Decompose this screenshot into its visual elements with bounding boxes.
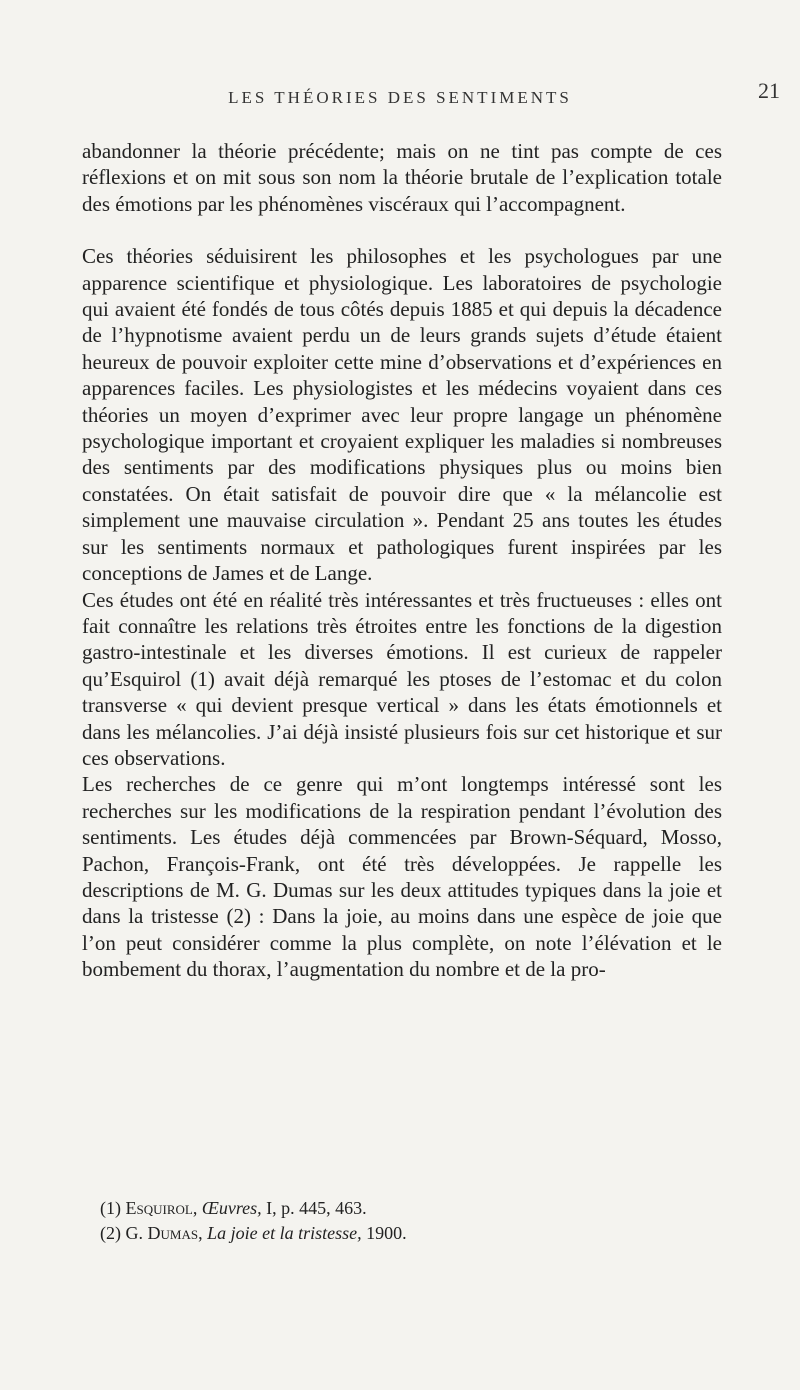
footnote-1 [100,1196,720,1221]
footnote-1-reference: I, p. 445, 463. [266,1198,367,1218]
footnotes [100,1196,720,1246]
footnote-1-author: Esquirol, [125,1198,198,1218]
footnote-2 [100,1221,720,1246]
footnote-1-number: (1) [100,1198,121,1218]
page-number: 21 [758,78,780,103]
main-text [82,138,722,983]
footnote-2-title: La joie et la tristesse, [207,1223,362,1243]
footnote-2-reference: 1900. [366,1223,407,1243]
paragraph-4: Les recherches de ce genre qui m’ont longtemps intéressé sont les recherches sur les modifications de la respiration pendant l’évolution des sentiments. Les études déjà commencées par Brown-Séquard, Mosso, Pachon, François-Frank, ont été très développées. Je rappelle les descriptions de M. G. Dumas sur les deux attitudes typiques dans la joie et dans la tristesse (2) : Dans la joie, au moins dans une espèce de joie que l’on peut considérer comme la plus complète, on note l’élévation et le bombement du thorax, l’augmentation du nombre et de la pro- [82,772,722,982]
footnote-2-author: G. Dumas, [125,1223,203,1243]
footnote-2-number: (2) [100,1223,121,1243]
paragraph-1: abandonner la théorie précédente; mais on ne tint pas compte de ces réflexions et on mit sous son nom la théorie brutale de l’explication totale des émotions par les phénomènes viscéraux qui l’accompagnent. [82,139,722,216]
footnote-1-title: Œuvres, [201,1198,262,1218]
paragraph-2: Ces théories séduisirent les philosophes et les psychologues par une apparence scientifique et physiologique. Les laboratoires de psychologie qui avaient été fondés de tous côtés depuis 1885 et qui depuis la décadence de l’hypnotisme avaient perdu un de leurs grands sujets d’étude étaient heureux de pouvoir exploiter cette mine d’observations et d’expériences en apparences faciles. Les physiologistes et les médecins voyaient dans ces théories un moyen d’exprimer avec leur propre langage un phénomène psychologique important et croyaient expliquer les maladies si nombreuses des sentiments par des modifications physiques plus ou moins bien constatées. On était satisfait de pouvoir dire que « la mélancolie est simplement une mauvaise circulation ». Pendant 25 ans toutes les études sur les sentiments normaux et pathologiques furent inspirées par les conceptions de James et de Lange. [82,244,722,586]
paragraph-3: Ces études ont été en réalité très intéressantes et très fructueuses : elles ont fait connaître les relations très étroites entre les fonctions de la digestion gastro-intestinale et les diverses émotions. Il est curieux de rappeler qu’Esquirol (1) avait déjà remarqué les ptoses de l’estomac et du colon transverse « qui devient presque vertical » dans les états émotionnels et dans les mélancolies. J’ai déjà insisté plusieurs fois sur cet historique et sur ces observations. [82,587,722,770]
running-title: LES THÉORIES DES SENTIMENTS [228,88,572,107]
